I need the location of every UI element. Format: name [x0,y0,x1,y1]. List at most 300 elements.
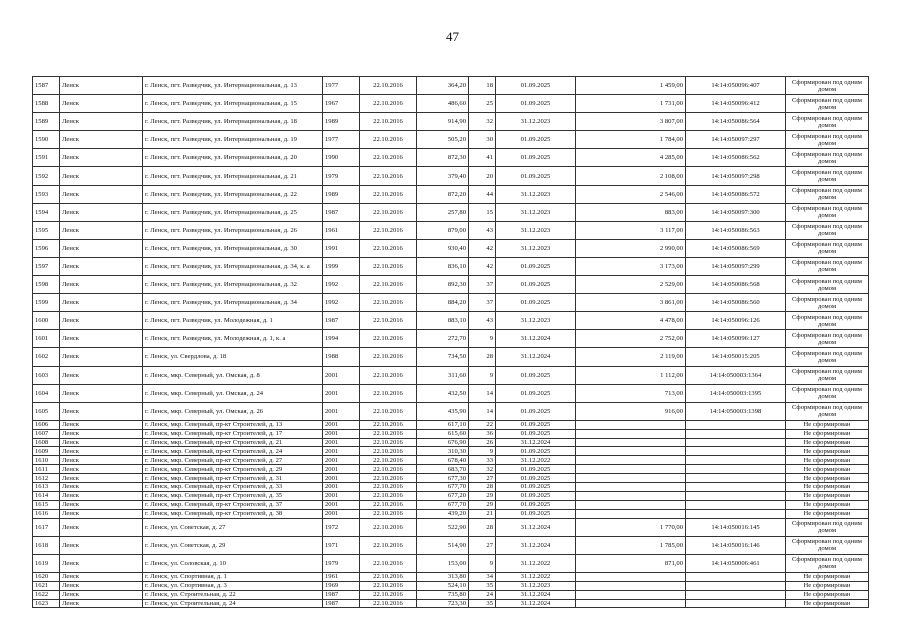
row-number-cell: 1596 [33,239,60,257]
land-status-cell: Сформирован под одним домом [786,77,869,95]
apartments-cell: 34 [469,572,496,581]
cost-cell: 1 731,00 [576,95,686,113]
land-status-cell: Сформирован под одним домом [786,131,869,149]
inclusion-date-cell: 22.10.2016 [360,572,417,581]
cost-cell [576,465,686,474]
area-cell: 872,20 [417,185,469,203]
city-cell: Ленск [60,447,143,456]
table-row [33,185,869,203]
apartments-cell: 42 [469,239,496,257]
table-row [33,500,869,509]
land-status-cell: Сформирован под одним домом [786,330,869,348]
area-cell: 836,10 [417,257,469,275]
address-cell: г. Ленск, пгт. Разведчик, ул. Молодежная, д. 1 [143,312,323,330]
row-number-cell: 1608 [33,438,60,447]
term-date-cell: 31.12.2023 [496,239,576,257]
cadastral-number-cell [686,465,786,474]
table-row [33,294,869,312]
year-built-cell: 1967 [323,95,360,113]
inclusion-date-cell: 22.10.2016 [360,420,417,429]
term-date-cell: 31.12.2022 [496,456,576,465]
term-date-cell: 01.09.2025 [496,95,576,113]
area-cell: 678,40 [417,456,469,465]
area-cell: 914,90 [417,113,469,131]
cadastral-number-cell: 14:14:050097:297 [686,131,786,149]
cost-cell [576,438,686,447]
cadastral-number-cell: 14:14:050086:568 [686,276,786,294]
apartments-cell: 15 [469,203,496,221]
apartments-cell: 26 [469,438,496,447]
land-status-cell: Сформирован под одним домом [786,239,869,257]
year-built-cell: 2001 [323,429,360,438]
inclusion-date-cell: 22.10.2016 [360,348,417,366]
inclusion-date-cell: 22.10.2016 [360,77,417,95]
city-cell: Ленск [60,131,143,149]
cost-cell [576,572,686,581]
year-built-cell: 1972 [323,518,360,536]
apartments-cell: 30 [469,131,496,149]
apartments-cell: 35 [469,581,496,590]
row-number-cell: 1609 [33,447,60,456]
term-date-cell: 31.12.2023 [496,312,576,330]
city-cell: Ленск [60,276,143,294]
inclusion-date-cell: 22.10.2016 [360,131,417,149]
year-built-cell: 1992 [323,294,360,312]
table-row [33,572,869,581]
inclusion-date-cell: 22.10.2016 [360,590,417,599]
address-cell: г. Ленск, мкр. Северный, пр-кт Строителей, д. 38 [143,509,323,518]
term-date-cell: 01.09.2025 [496,483,576,492]
cost-cell: 916,00 [576,402,686,420]
apartments-cell: 28 [469,483,496,492]
year-built-cell: 1979 [323,167,360,185]
term-date-cell: 01.09.2025 [496,149,576,167]
address-cell: г. Ленск, пгт. Разведчик, ул. Интернациональная, д. 15 [143,95,323,113]
area-cell: 930,40 [417,239,469,257]
year-built-cell: 1994 [323,330,360,348]
cost-cell: 2 108,00 [576,167,686,185]
inclusion-date-cell: 22.10.2016 [360,599,417,608]
city-cell: Ленск [60,384,143,402]
table-row [33,465,869,474]
cost-cell [576,447,686,456]
inclusion-date-cell: 22.10.2016 [360,483,417,492]
cadastral-number-cell: 14:14:050096:412 [686,95,786,113]
address-cell: г. Ленск, ул. Спортивная, д. 1 [143,572,323,581]
year-built-cell: 2001 [323,438,360,447]
table-row [33,420,869,429]
cost-cell: 871,00 [576,554,686,572]
year-built-cell: 1999 [323,257,360,275]
city-cell: Ленск [60,402,143,420]
area-cell: 872,30 [417,149,469,167]
cost-cell: 1 784,00 [576,131,686,149]
inclusion-date-cell: 22.10.2016 [360,518,417,536]
row-number-cell: 1620 [33,572,60,581]
apartments-cell: 9 [469,447,496,456]
inclusion-date-cell: 22.10.2016 [360,474,417,483]
inclusion-date-cell: 22.10.2016 [360,554,417,572]
inclusion-date-cell: 22.10.2016 [360,203,417,221]
area-cell: 683,70 [417,465,469,474]
row-number-cell: 1603 [33,366,60,384]
apartments-cell: 41 [469,149,496,167]
row-number-cell: 1613 [33,483,60,492]
cadastral-number-cell [686,491,786,500]
city-cell: Ленск [60,474,143,483]
city-cell: Ленск [60,294,143,312]
housing-registry-table [32,76,869,608]
table-row [33,456,869,465]
table-row [33,447,869,456]
year-built-cell: 1990 [323,149,360,167]
row-number-cell: 1606 [33,420,60,429]
year-built-cell: 2001 [323,447,360,456]
apartments-cell: 28 [469,348,496,366]
cost-cell: 3 117,00 [576,221,686,239]
area-cell: 734,50 [417,348,469,366]
cost-cell: 4 478,00 [576,312,686,330]
area-cell: 723,30 [417,599,469,608]
term-date-cell: 01.09.2025 [496,465,576,474]
address-cell: г. Ленск, мкр. Северный, пр-кт Строителей, д. 31 [143,474,323,483]
cadastral-number-cell [686,474,786,483]
cadastral-number-cell [686,420,786,429]
cost-cell [576,509,686,518]
area-cell: 892,30 [417,276,469,294]
cadastral-number-cell: 14:14:050006:461 [686,554,786,572]
address-cell: г. Ленск, мкр. Северный, пр-кт Строителей, д. 27 [143,456,323,465]
term-date-cell: 31.12.2024 [496,518,576,536]
year-built-cell: 1989 [323,113,360,131]
cost-cell: 4 285,00 [576,149,686,167]
address-cell: г. Ленск, пгт. Разведчик, ул. Интернациональная, д. 22 [143,185,323,203]
cost-cell: 2 119,00 [576,348,686,366]
land-status-cell: Сформирован под одним домом [786,167,869,185]
cost-cell: 713,00 [576,384,686,402]
city-cell: Ленск [60,366,143,384]
term-date-cell: 31.12.2024 [496,590,576,599]
term-date-cell: 31.12.2023 [496,581,576,590]
cost-cell: 1 112,00 [576,366,686,384]
land-status-cell: Сформирован под одним домом [786,95,869,113]
row-number-cell: 1607 [33,429,60,438]
address-cell: г. Ленск, пгт. Разведчик, ул. Интернациональная, д. 26 [143,221,323,239]
table-row [33,221,869,239]
inclusion-date-cell: 22.10.2016 [360,536,417,554]
address-cell: г. Ленск, пгт. Разведчик, ул. Интернациональная, д. 20 [143,149,323,167]
table-row [33,491,869,500]
cadastral-number-cell [686,572,786,581]
inclusion-date-cell: 22.10.2016 [360,312,417,330]
cost-cell: 3 861,00 [576,294,686,312]
table-row [33,167,869,185]
row-number-cell: 1600 [33,312,60,330]
cost-cell: 2 990,00 [576,239,686,257]
area-cell: 677,20 [417,491,469,500]
address-cell: г. Ленск, пгт. Разведчик, ул. Интернациональная, д. 21 [143,167,323,185]
table-row [33,203,869,221]
area-cell: 435,90 [417,402,469,420]
address-cell: г. Ленск, ул. Спортивная, д. 3 [143,581,323,590]
apartments-cell: 43 [469,221,496,239]
term-date-cell: 31.12.2022 [496,554,576,572]
term-date-cell: 31.12.2024 [496,438,576,447]
cadastral-number-cell [686,590,786,599]
table-row [33,149,869,167]
city-cell: Ленск [60,203,143,221]
inclusion-date-cell: 22.10.2016 [360,185,417,203]
address-cell: г. Ленск, пгт. Разведчик, ул. Интернациональная, д. 32 [143,276,323,294]
inclusion-date-cell: 22.10.2016 [360,500,417,509]
row-number-cell: 1587 [33,77,60,95]
table-row [33,366,869,384]
term-date-cell: 31.12.2023 [496,113,576,131]
cadastral-number-cell: 14:14:050086:564 [686,113,786,131]
inclusion-date-cell: 22.10.2016 [360,456,417,465]
land-status-cell: Сформирован под одним домом [786,366,869,384]
city-cell: Ленск [60,221,143,239]
apartments-cell: 35 [469,599,496,608]
table-row [33,483,869,492]
cost-cell [576,500,686,509]
area-cell: 364,20 [417,77,469,95]
cadastral-number-cell: 14:14:050086:560 [686,294,786,312]
apartments-cell: 28 [469,518,496,536]
area-cell: 676,90 [417,438,469,447]
table-row [33,581,869,590]
city-cell: Ленск [60,599,143,608]
inclusion-date-cell: 22.10.2016 [360,257,417,275]
cost-cell [576,581,686,590]
row-number-cell: 1605 [33,402,60,420]
cadastral-number-cell: 14:14:050097:300 [686,203,786,221]
apartments-cell: 29 [469,500,496,509]
table-row [33,536,869,554]
cost-cell: 1 770,00 [576,518,686,536]
address-cell: г. Ленск, мкр. Северный, пр-кт Строителей, д. 17 [143,429,323,438]
inclusion-date-cell: 22.10.2016 [360,581,417,590]
year-built-cell: 2001 [323,420,360,429]
cadastral-number-cell: 14:14:050003:1398 [686,402,786,420]
apartments-cell: 21 [469,509,496,518]
table-row [33,518,869,536]
land-status-cell: Сформирован под одним домом [786,257,869,275]
cost-cell: 1 459,00 [576,77,686,95]
city-cell: Ленск [60,167,143,185]
year-built-cell: 2001 [323,456,360,465]
year-built-cell: 1977 [323,131,360,149]
row-number-cell: 1622 [33,590,60,599]
table-row [33,276,869,294]
city-cell: Ленск [60,312,143,330]
term-date-cell: 01.09.2025 [496,366,576,384]
inclusion-date-cell: 22.10.2016 [360,447,417,456]
cadastral-number-cell: 14:14:050096:407 [686,77,786,95]
apartments-cell: 9 [469,554,496,572]
apartments-cell: 29 [469,491,496,500]
term-date-cell: 01.09.2025 [496,509,576,518]
row-number-cell: 1612 [33,474,60,483]
term-date-cell: 01.09.2025 [496,384,576,402]
cadastral-number-cell: 14:14:050003:1364 [686,366,786,384]
area-cell: 883,10 [417,312,469,330]
inclusion-date-cell: 22.10.2016 [360,239,417,257]
cadastral-number-cell [686,500,786,509]
row-number-cell: 1594 [33,203,60,221]
term-date-cell: 31.12.2023 [496,221,576,239]
cost-cell [576,474,686,483]
term-date-cell: 01.09.2025 [496,474,576,483]
apartments-cell: 9 [469,330,496,348]
city-cell: Ленск [60,239,143,257]
table-row [33,474,869,483]
city-cell: Ленск [60,509,143,518]
land-status-cell: Не сформирован [786,420,869,429]
land-status-cell: Не сформирован [786,474,869,483]
table-row [33,113,869,131]
year-built-cell: 1987 [323,590,360,599]
area-cell: 272,70 [417,330,469,348]
area-cell: 432,50 [417,384,469,402]
page-number: 47 [446,29,459,44]
city-cell: Ленск [60,572,143,581]
cost-cell [576,456,686,465]
city-cell: Ленск [60,185,143,203]
term-date-cell: 31.12.2023 [496,203,576,221]
city-cell: Ленск [60,257,143,275]
cadastral-number-cell: 14:14:050016:146 [686,536,786,554]
apartments-cell: 14 [469,384,496,402]
term-date-cell: 31.12.2024 [496,599,576,608]
cadastral-number-cell: 14:14:050086:562 [686,149,786,167]
row-number-cell: 1616 [33,509,60,518]
cadastral-number-cell: 14:14:050016:145 [686,518,786,536]
term-date-cell: 31.12.2023 [496,185,576,203]
table-row [33,509,869,518]
cadastral-number-cell [686,599,786,608]
inclusion-date-cell: 22.10.2016 [360,402,417,420]
address-cell: г. Ленск, мкр. Северный, пр-кт Строителей, д. 29 [143,465,323,474]
city-cell: Ленск [60,420,143,429]
area-cell: 879,00 [417,221,469,239]
cost-cell [576,491,686,500]
year-built-cell: 1991 [323,239,360,257]
cost-cell: 883,00 [576,203,686,221]
city-cell: Ленск [60,536,143,554]
inclusion-date-cell: 22.10.2016 [360,294,417,312]
cost-cell: 2 546,00 [576,185,686,203]
address-cell: г. Ленск, пгт. Разведчик, ул. Интернациональная, д. 25 [143,203,323,221]
cadastral-number-cell: 14:14:050096:126 [686,312,786,330]
inclusion-date-cell: 22.10.2016 [360,221,417,239]
address-cell: г. Ленск, мкр. Северный, пр-кт Строителей, д. 24 [143,447,323,456]
land-status-cell: Не сформирован [786,599,869,608]
table-row [33,554,869,572]
city-cell: Ленск [60,113,143,131]
land-status-cell: Не сформирован [786,500,869,509]
land-status-cell: Сформирован под одним домом [786,113,869,131]
row-number-cell: 1590 [33,131,60,149]
inclusion-date-cell: 22.10.2016 [360,491,417,500]
cadastral-number-cell [686,429,786,438]
table-row [33,312,869,330]
table-body [33,77,869,608]
apartments-cell: 9 [469,366,496,384]
table-row [33,599,869,608]
area-cell: 257,80 [417,203,469,221]
land-status-cell: Не сформирован [786,581,869,590]
area-cell: 514,90 [417,536,469,554]
term-date-cell: 01.09.2025 [496,491,576,500]
land-status-cell: Не сформирован [786,590,869,599]
city-cell: Ленск [60,438,143,447]
inclusion-date-cell: 22.10.2016 [360,366,417,384]
row-number-cell: 1593 [33,185,60,203]
area-cell: 310,30 [417,447,469,456]
row-number-cell: 1619 [33,554,60,572]
row-number-cell: 1601 [33,330,60,348]
area-cell: 677,30 [417,474,469,483]
term-date-cell: 31.12.2024 [496,348,576,366]
land-status-cell: Сформирован под одним домом [786,149,869,167]
land-status-cell: Сформирован под одним домом [786,294,869,312]
apartments-cell: 42 [469,257,496,275]
cost-cell: 1 785,00 [576,536,686,554]
city-cell: Ленск [60,590,143,599]
term-date-cell: 01.09.2025 [496,257,576,275]
cost-cell [576,483,686,492]
inclusion-date-cell: 22.10.2016 [360,330,417,348]
cadastral-number-cell: 14:14:050097:298 [686,167,786,185]
row-number-cell: 1604 [33,384,60,402]
address-cell: г. Ленск, пгт. Разведчик, ул. Интернациональная, д. 34 [143,294,323,312]
year-built-cell: 1987 [323,599,360,608]
area-cell: 677,70 [417,500,469,509]
apartments-cell: 37 [469,276,496,294]
table-row [33,590,869,599]
table-row [33,95,869,113]
cadastral-number-cell [686,509,786,518]
address-cell: г. Ленск, мкр. Северный, пр-кт Строителей, д. 37 [143,500,323,509]
term-date-cell: 01.09.2025 [496,276,576,294]
year-built-cell: 1961 [323,572,360,581]
year-built-cell: 1989 [323,185,360,203]
cadastral-number-cell: 14:14:050015:205 [686,348,786,366]
land-status-cell: Сформирован под одним домом [786,402,869,420]
cadastral-number-cell: 14:14:050097:299 [686,257,786,275]
cost-cell: 3 173,00 [576,257,686,275]
address-cell: г. Ленск, мкр. Северный, пр-кт Строителей, д. 21 [143,438,323,447]
address-cell: г. Ленск, ул. Свердлова, д. 18 [143,348,323,366]
year-built-cell: 1987 [323,312,360,330]
year-built-cell: 2001 [323,474,360,483]
year-built-cell: 2001 [323,509,360,518]
term-date-cell: 01.09.2025 [496,429,576,438]
term-date-cell: 31.12.2024 [496,536,576,554]
land-status-cell: Сформирован под одним домом [786,536,869,554]
cadastral-number-cell [686,483,786,492]
city-cell: Ленск [60,348,143,366]
year-built-cell: 2001 [323,483,360,492]
table-row [33,438,869,447]
address-cell: г. Ленск, мкр. Северный, ул. Омская, д. 26 [143,402,323,420]
row-number-cell: 1589 [33,113,60,131]
cost-cell: 2 529,00 [576,276,686,294]
term-date-cell: 01.09.2025 [496,420,576,429]
apartments-cell: 14 [469,402,496,420]
term-date-cell: 01.09.2025 [496,131,576,149]
